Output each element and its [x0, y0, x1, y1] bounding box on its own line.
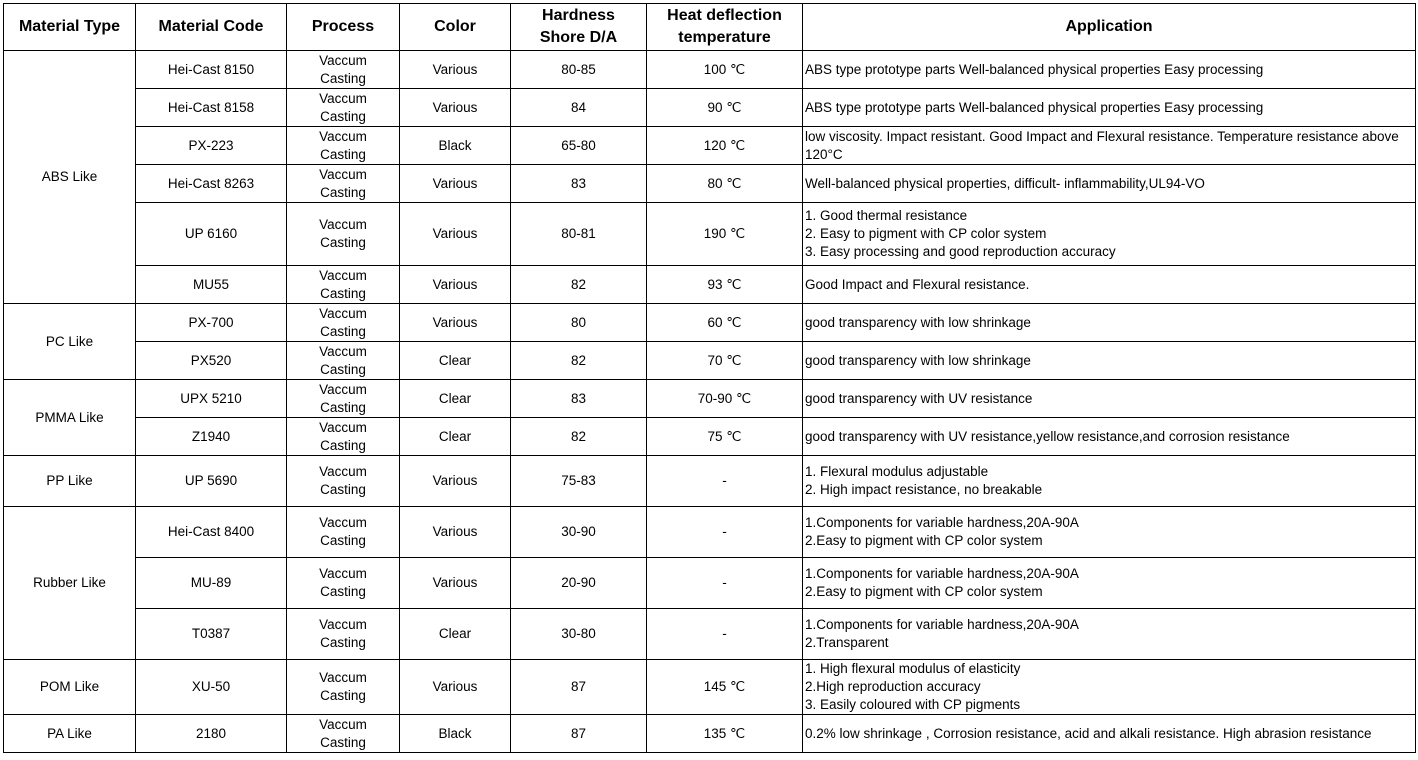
table-row — [4, 456, 1416, 507]
color-cell: Various — [400, 266, 511, 304]
hardness-cell: 82 — [511, 418, 647, 456]
table-row — [4, 609, 1416, 660]
hdt-cell: 100 ℃ — [647, 51, 803, 89]
material-type-cell: PMMA Like — [4, 380, 136, 456]
hdt-cell: 60 ℃ — [647, 304, 803, 342]
table-row — [4, 380, 1416, 418]
application-cell: good transparency with UV resistance,yellow resistance,and corrosion resistance — [803, 418, 1416, 456]
hdt-cell: 70 ℃ — [647, 342, 803, 380]
color-cell: Various — [400, 507, 511, 558]
hdt-cell: - — [647, 456, 803, 507]
application-cell: 1.Components for variable hardness,20A-90A 2.Easy to pigment with CP color system — [803, 558, 1416, 609]
application-cell: Good Impact and Flexural resistance. — [803, 266, 1416, 304]
application-cell: good transparency with low shrinkage — [803, 342, 1416, 380]
table-row — [4, 304, 1416, 342]
material-code-cell: UP 5690 — [136, 456, 287, 507]
color-cell: Black — [400, 715, 511, 753]
application-cell: 1. High flexural modulus of elasticity 2.High reproduction accuracy 3. Easily coloured with CP pigments — [803, 660, 1416, 715]
material-code-cell: T0387 — [136, 609, 287, 660]
process-cell: Vaccum Casting — [287, 380, 400, 418]
hdt-cell: - — [647, 558, 803, 609]
process-cell: Vaccum Casting — [287, 203, 400, 266]
hdt-cell: 80 ℃ — [647, 165, 803, 203]
hardness-cell: 30-90 — [511, 507, 647, 558]
material-code-cell: UP 6160 — [136, 203, 287, 266]
material-code-cell: PX-700 — [136, 304, 287, 342]
materials-table — [3, 3, 1416, 753]
color-cell: Various — [400, 456, 511, 507]
material-code-cell: PX-223 — [136, 127, 287, 165]
hardness-cell: 83 — [511, 380, 647, 418]
application-cell: ABS type prototype parts Well-balanced physical properties Easy processing — [803, 51, 1416, 89]
material-type-cell: PP Like — [4, 456, 136, 507]
material-type-cell: PA Like — [4, 715, 136, 753]
hdt-cell: - — [647, 507, 803, 558]
hdt-cell: 120 ℃ — [647, 127, 803, 165]
application-cell: 1.Components for variable hardness,20A-90A 2.Easy to pigment with CP color system — [803, 507, 1416, 558]
material-type-cell: ABS Like — [4, 51, 136, 304]
hardness-cell: 80 — [511, 304, 647, 342]
table-row — [4, 165, 1416, 203]
hardness-cell: 80-81 — [511, 203, 647, 266]
application-cell: Well-balanced physical properties, difficult- inflammability,UL94-VO — [803, 165, 1416, 203]
hardness-cell: 83 — [511, 165, 647, 203]
process-cell: Vaccum Casting — [287, 418, 400, 456]
material-code-cell: Hei-Cast 8150 — [136, 51, 287, 89]
hardness-cell: 80-85 — [511, 51, 647, 89]
color-cell: Various — [400, 558, 511, 609]
application-cell: 1.Components for variable hardness,20A-90A 2.Transparent — [803, 609, 1416, 660]
material-code-cell: XU-50 — [136, 660, 287, 715]
material-type-cell: PC Like — [4, 304, 136, 380]
color-cell: Clear — [400, 609, 511, 660]
hardness-cell: 20-90 — [511, 558, 647, 609]
process-cell: Vaccum Casting — [287, 304, 400, 342]
hardness-cell: 82 — [511, 266, 647, 304]
color-cell: Various — [400, 203, 511, 266]
color-cell: Various — [400, 304, 511, 342]
color-cell: Clear — [400, 380, 511, 418]
hardness-cell: 87 — [511, 715, 647, 753]
process-cell: Vaccum Casting — [287, 165, 400, 203]
table-row — [4, 342, 1416, 380]
header-application: Application — [803, 4, 1416, 51]
hdt-cell: 75 ℃ — [647, 418, 803, 456]
table-row — [4, 715, 1416, 753]
material-code-cell: Hei-Cast 8263 — [136, 165, 287, 203]
hdt-cell: 190 ℃ — [647, 203, 803, 266]
application-cell: good transparency with UV resistance — [803, 380, 1416, 418]
application-cell: 0.2% low shrinkage , Corrosion resistance, acid and alkali resistance. High abrasion resistance — [803, 715, 1416, 753]
process-cell: Vaccum Casting — [287, 89, 400, 127]
table-row — [4, 507, 1416, 558]
table-row — [4, 418, 1416, 456]
material-code-cell: Z1940 — [136, 418, 287, 456]
hardness-cell: 75-83 — [511, 456, 647, 507]
material-code-cell: 2180 — [136, 715, 287, 753]
hdt-cell: 90 ℃ — [647, 89, 803, 127]
process-cell: Vaccum Casting — [287, 715, 400, 753]
process-cell: Vaccum Casting — [287, 127, 400, 165]
material-type-cell: POM Like — [4, 660, 136, 715]
table-row — [4, 558, 1416, 609]
process-cell: Vaccum Casting — [287, 456, 400, 507]
material-code-cell: PX520 — [136, 342, 287, 380]
color-cell: Various — [400, 660, 511, 715]
table-row — [4, 89, 1416, 127]
color-cell: Clear — [400, 342, 511, 380]
material-code-cell: MU-89 — [136, 558, 287, 609]
color-cell: Various — [400, 51, 511, 89]
header-hardness: Hardness Shore D/A — [511, 4, 647, 51]
hdt-cell: 145 ℃ — [647, 660, 803, 715]
material-code-cell: Hei-Cast 8400 — [136, 507, 287, 558]
process-cell: Vaccum Casting — [287, 609, 400, 660]
color-cell: Various — [400, 165, 511, 203]
process-cell: Vaccum Casting — [287, 266, 400, 304]
hardness-cell: 30-80 — [511, 609, 647, 660]
color-cell: Clear — [400, 418, 511, 456]
color-cell: Various — [400, 89, 511, 127]
process-cell: Vaccum Casting — [287, 51, 400, 89]
hardness-cell: 82 — [511, 342, 647, 380]
material-code-cell: MU55 — [136, 266, 287, 304]
table-row — [4, 203, 1416, 266]
hardness-cell: 84 — [511, 89, 647, 127]
process-cell: Vaccum Casting — [287, 342, 400, 380]
hardness-cell: 65-80 — [511, 127, 647, 165]
header-color: Color — [400, 4, 511, 51]
header-heat-deflection: Heat deflection temperature — [647, 4, 803, 51]
application-cell: good transparency with low shrinkage — [803, 304, 1416, 342]
hdt-cell: 93 ℃ — [647, 266, 803, 304]
table-row — [4, 660, 1416, 715]
application-cell: 1. Good thermal resistance 2. Easy to pigment with CP color system 3. Easy processing and good reproduction accuracy — [803, 203, 1416, 266]
application-cell: 1. Flexural modulus adjustable 2. High impact resistance, no breakable — [803, 456, 1416, 507]
table-row — [4, 266, 1416, 304]
color-cell: Black — [400, 127, 511, 165]
header-row — [4, 4, 1416, 51]
application-cell: ABS type prototype parts Well-balanced physical properties Easy processing — [803, 89, 1416, 127]
hdt-cell: 135 ℃ — [647, 715, 803, 753]
hdt-cell: - — [647, 609, 803, 660]
table-row — [4, 127, 1416, 165]
header-material-type: Material Type — [4, 4, 136, 51]
application-cell: low viscosity. Impact resistant. Good Impact and Flexural resistance. Temperature resistance above 120°C — [803, 127, 1416, 165]
table-row — [4, 51, 1416, 89]
hdt-cell: 70-90 ℃ — [647, 380, 803, 418]
header-process: Process — [287, 4, 400, 51]
process-cell: Vaccum Casting — [287, 507, 400, 558]
material-code-cell: UPX 5210 — [136, 380, 287, 418]
material-code-cell: Hei-Cast 8158 — [136, 89, 287, 127]
hardness-cell: 87 — [511, 660, 647, 715]
material-type-cell: Rubber Like — [4, 507, 136, 660]
process-cell: Vaccum Casting — [287, 660, 400, 715]
header-material-code: Material Code — [136, 4, 287, 51]
process-cell: Vaccum Casting — [287, 558, 400, 609]
